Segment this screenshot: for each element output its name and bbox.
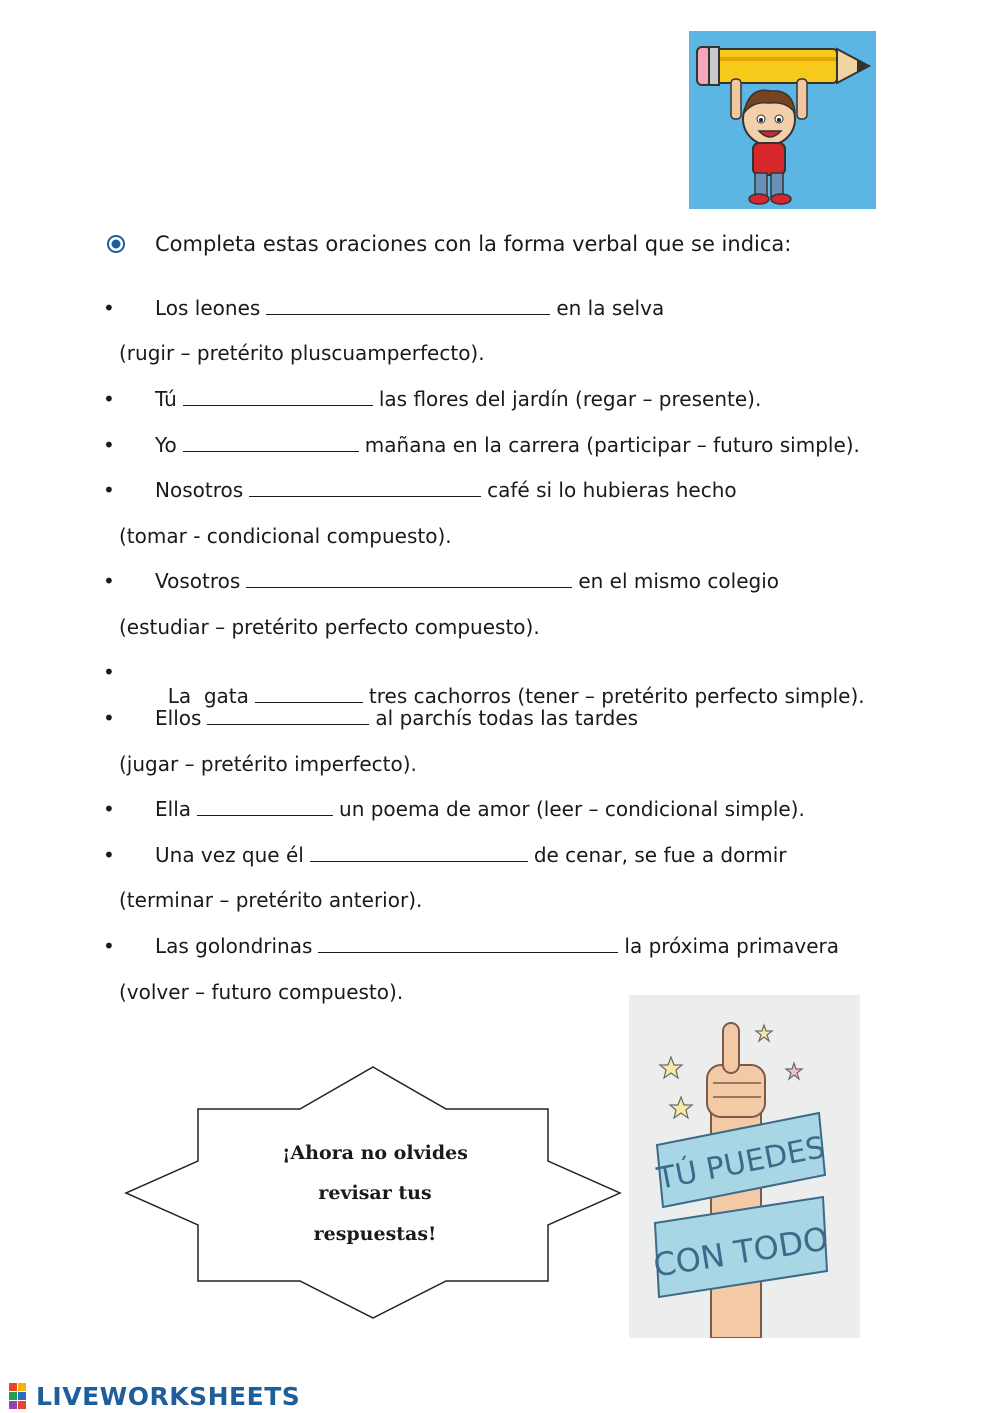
answer-blank-9[interactable] bbox=[310, 843, 528, 862]
exercise-7-hint: (jugar – pretérito imperfecto). bbox=[119, 752, 417, 776]
bullet: • bbox=[103, 797, 115, 821]
motivational-poster bbox=[629, 995, 860, 1338]
answer-blank-3[interactable] bbox=[183, 433, 359, 452]
exercise-5 bbox=[155, 569, 779, 593]
exercise-3-end: mañana en la carrera (participar – futuro simple). bbox=[364, 433, 860, 457]
answer-blank-4[interactable] bbox=[249, 478, 481, 497]
liveworksheets-logo bbox=[8, 1380, 300, 1412]
exercise-2-end: las flores del jardín (regar – presente). bbox=[378, 387, 762, 411]
exercise-10 bbox=[155, 934, 839, 958]
exercise-1 bbox=[155, 296, 664, 320]
exercise-5-end: en el mismo colegio bbox=[578, 569, 779, 593]
reminder-line-3: respuestas! bbox=[313, 1223, 437, 1245]
exercise-9-end: de cenar, se fue a dormir bbox=[533, 843, 787, 867]
poster-line-2: CON TODO bbox=[650, 1219, 831, 1285]
exercise-10-start: Las golondrinas bbox=[155, 934, 313, 958]
exercise-7-end: al parchís todas las tardes bbox=[375, 706, 639, 730]
bullet: • bbox=[103, 433, 115, 457]
exercise-4 bbox=[155, 478, 737, 502]
exercise-4-end: café si lo hubieras hecho bbox=[487, 478, 737, 502]
bullet: • bbox=[103, 934, 115, 958]
exercise-5-hint: (estudiar – pretérito perfecto compuesto). bbox=[119, 615, 540, 639]
answer-blank-5[interactable] bbox=[246, 569, 572, 588]
bullet: • bbox=[103, 387, 115, 411]
exercise-2-start: Tú bbox=[155, 387, 177, 411]
instruction-text: Completa estas oraciones con la forma verbal que se indica: bbox=[155, 232, 792, 256]
exercise-7-start: Ellos bbox=[155, 706, 202, 730]
exercise-9-start: Una vez que él bbox=[155, 843, 304, 867]
bullet: • bbox=[103, 706, 115, 730]
exercise-8-end: un poema de amor (leer – condicional simple). bbox=[339, 797, 805, 821]
bullet: • bbox=[103, 843, 115, 867]
exercise-5-start: Vosotros bbox=[155, 569, 241, 593]
exercise-3-start: Yo bbox=[155, 433, 177, 457]
answer-blank-8[interactable] bbox=[197, 797, 333, 816]
answer-blank-2[interactable] bbox=[183, 387, 373, 406]
exercise-8 bbox=[155, 797, 805, 821]
exercise-8-start: Ella bbox=[155, 797, 192, 821]
exercise-10-hint: (volver – futuro compuesto). bbox=[119, 980, 404, 1004]
bullet: • bbox=[103, 569, 115, 593]
liveworksheets-text: LIVEWORKSHEETS bbox=[36, 1381, 301, 1411]
answer-blank-10[interactable] bbox=[318, 934, 618, 953]
answer-blank-1[interactable] bbox=[266, 296, 550, 315]
liveworksheets-icon bbox=[8, 1382, 36, 1410]
bullet: • bbox=[103, 296, 115, 320]
exercise-6 bbox=[155, 660, 865, 708]
exercise-1-start: Los leones bbox=[155, 296, 261, 320]
exercise-9-hint: (terminar – pretérito anterior). bbox=[119, 888, 423, 912]
bullet: • bbox=[103, 478, 115, 502]
radio-selected-icon bbox=[106, 234, 126, 254]
exercise-4-start: Nosotros bbox=[155, 478, 244, 502]
answer-blank-7[interactable] bbox=[207, 706, 369, 725]
bullet: • bbox=[103, 660, 115, 684]
exercise-3 bbox=[155, 433, 860, 457]
exercise-1-hint: (rugir – pretérito pluscuamperfecto). bbox=[119, 341, 485, 365]
reminder-line-2: revisar tus bbox=[318, 1182, 432, 1204]
reminder-line-1: ¡Ahora no olvides bbox=[282, 1142, 468, 1164]
exercise-6-end: tres cachorros (tener – pretérito perfecto simple). bbox=[368, 684, 865, 708]
pencil-kid-illustration bbox=[689, 31, 876, 209]
exercise-7 bbox=[155, 706, 638, 730]
exercise-6-start: La gata bbox=[167, 684, 249, 708]
exercise-4-hint: (tomar - condicional compuesto). bbox=[119, 524, 452, 548]
answer-blank-6[interactable] bbox=[255, 684, 363, 703]
exercise-2 bbox=[155, 387, 761, 411]
exercise-1-end: en la selva bbox=[556, 296, 665, 320]
exercise-9 bbox=[155, 843, 787, 867]
poster-line-1: TÚ PUEDES bbox=[654, 1130, 828, 1197]
exercise-10-end: la próxima primavera bbox=[624, 934, 839, 958]
